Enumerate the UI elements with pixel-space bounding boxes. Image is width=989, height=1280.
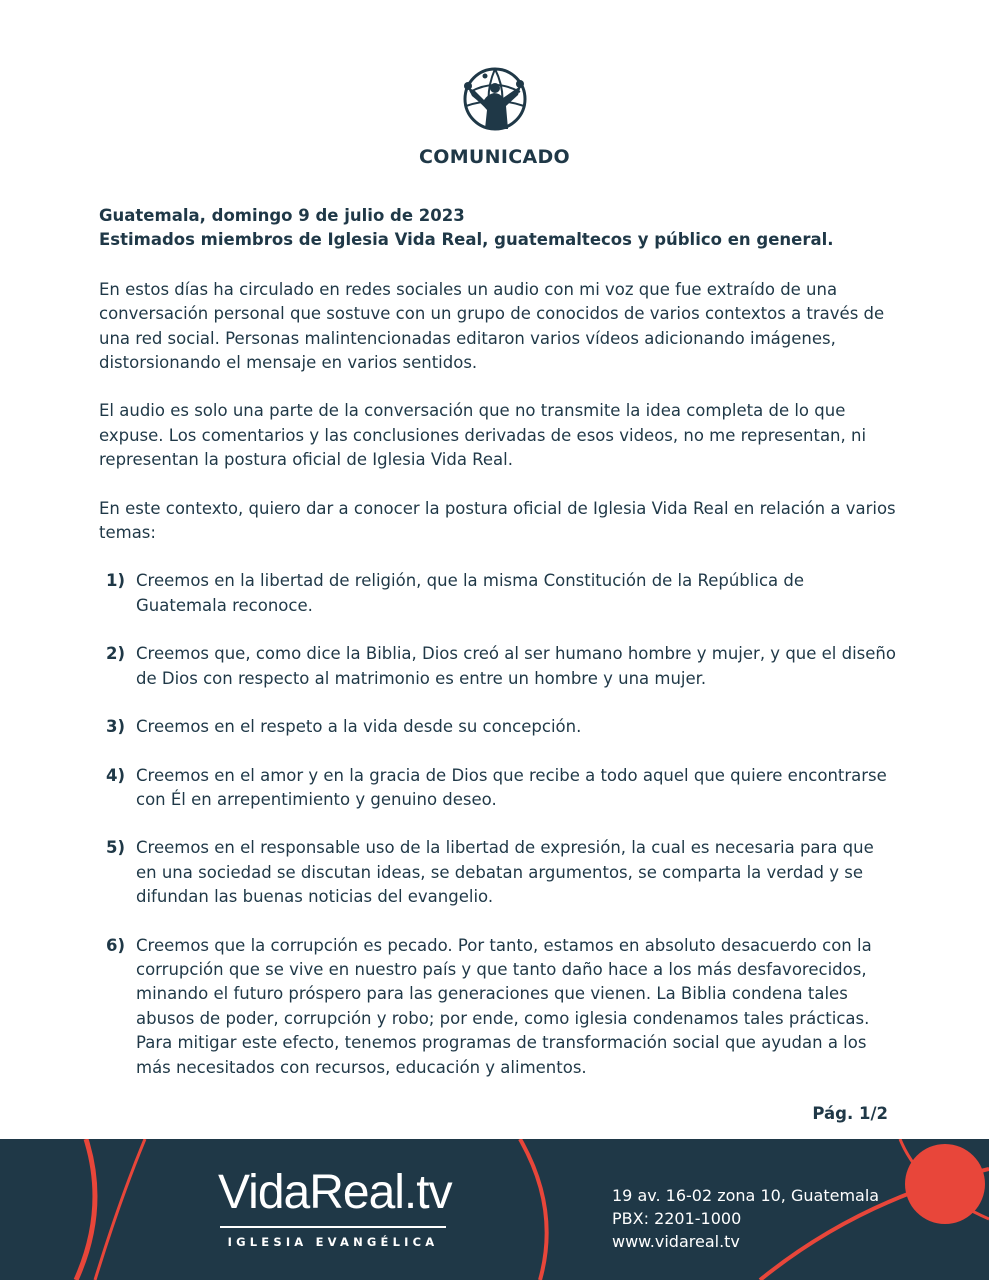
list-number: 1) xyxy=(106,571,126,591)
list-number: 2) xyxy=(106,644,126,664)
footer-banner xyxy=(0,1139,989,1280)
list-item xyxy=(99,836,899,909)
letter-body xyxy=(99,204,899,1104)
list-item xyxy=(99,642,899,691)
list-number: 4) xyxy=(106,765,126,785)
church-logo-icon xyxy=(458,62,532,132)
phone: PBX: 2201-1000 xyxy=(612,1209,742,1228)
brand-divider xyxy=(220,1226,446,1228)
belief-list xyxy=(99,569,899,1080)
list-item xyxy=(99,764,899,813)
page-number: Pág. 1/2 xyxy=(812,1104,888,1123)
list-text: Creemos que, como dice la Biblia, Dios creó al ser humano hombre y mujer, y que el diseño de Dios con respecto al matrimonio es entre un hombre y una mujer. xyxy=(136,644,896,688)
list-text: Creemos en el respeto a la vida desde su concepción. xyxy=(136,717,582,737)
document-title: COMUNICADO xyxy=(419,146,570,168)
brand-logo: VidaReal.tv xyxy=(218,1166,452,1219)
list-number: 6) xyxy=(106,935,126,955)
list-text: Creemos en el responsable uso de la libertad de expresión, la cual es necesaria para que en una sociedad se discutan ideas, se debatan argumentos, se comparta la verdad y se difundan las buenas noticias del evangelio. xyxy=(136,838,874,907)
date-line: Guatemala, domingo 9 de julio de 2023 xyxy=(99,206,465,225)
list-item xyxy=(99,569,899,618)
list-number: 3) xyxy=(106,717,126,737)
list-number: 5) xyxy=(106,838,126,858)
list-text: Creemos que la corrupción es pecado. Por tanto, estamos en absoluto desacuerdo con la corrupción que se vive en nuestro país y que tanto daño hace a los más desfavorecidos, minando el futuro próspero para las generaciones que vienen. La Biblia condena tales abusos de poder, corrupción y robo; por ende, como iglesia condenamos tales prácticas. Para mitigar este efecto, tenemos programas de transformación social que ayudan a los más necesitados con recursos, educación y alimentos. xyxy=(136,935,872,1077)
greeting: Estimados miembros de Iglesia Vida Real, guatemaltecos y público en general. xyxy=(99,230,834,250)
list-item xyxy=(99,934,899,1080)
address: 19 av. 16-02 zona 10, Guatemala xyxy=(612,1186,880,1205)
contact-info xyxy=(612,1184,879,1253)
paragraph-clarification: El audio es solo una parte de la conversación que no transmite la idea completa de lo que expuse. Los comentarios y las conclusiones derivadas de esos videos, no me representan, ni representan la postura oficial de Iglesia Vida Real. xyxy=(99,401,867,470)
brand-subtitle: IGLESIA EVANGÉLICA xyxy=(227,1235,439,1249)
list-text: Creemos en la libertad de religión, que la misma Constitución de la República de Guatemala reconoce. xyxy=(136,571,805,615)
paragraph-context: En este contexto, quiero dar a conocer la postura oficial de Iglesia Vida Real en relación a varios temas: xyxy=(99,498,896,543)
list-text: Creemos en el amor y en la gracia de Dios que recibe a todo aquel que quiere encontrarse con Él en arrepentimiento y genuino deseo. xyxy=(136,765,887,809)
list-item xyxy=(99,715,899,739)
paragraph-audio: En estos días ha circulado en redes sociales un audio con mi voz que fue extraído de una conversación personal que sostuve con un grupo de conocidos de varios contextos a través de una red social. Personas malintencionadas editaron varios vídeos adicionando imágenes, distorsionando el mensaje en varios sentidos. xyxy=(99,279,885,373)
website-link[interactable]: www.vidareal.tv xyxy=(612,1232,740,1251)
